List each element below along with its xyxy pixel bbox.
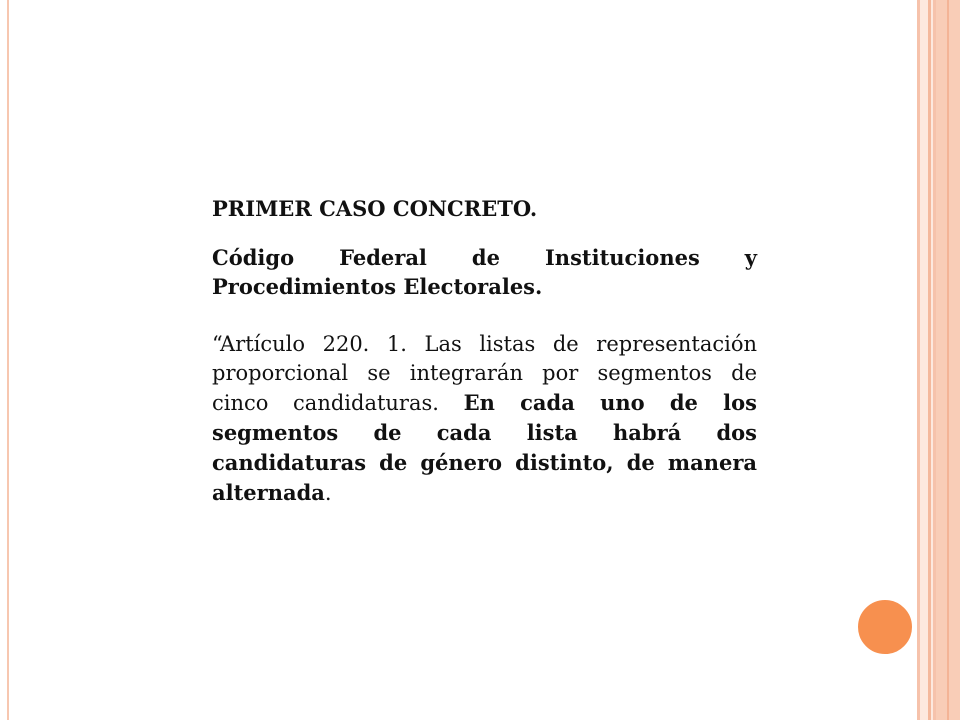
article-bold-text: En cada uno de los segmentos de cada lista habrá dos candidaturas de género distinto, de manera alternada: [212, 390, 757, 505]
slide-content: [212, 194, 757, 508]
slide-heading: PRIMER CASO CONCRETO.: [212, 196, 538, 221]
article-text: [212, 330, 757, 508]
right-stripe: [920, 0, 928, 720]
law-title: Código Federal de Instituciones y Procedimientos Electorales.: [212, 245, 757, 299]
accent-circle: [856, 598, 914, 656]
left-border: [0, 0, 9, 720]
right-stripe: [947, 0, 949, 720]
article-plain-text: “Artículo 220. 1. Las listas de representación proporcional se integrarán por segmentos de cinco candidaturas.: [212, 332, 757, 415]
article-end-text: .: [324, 481, 332, 505]
